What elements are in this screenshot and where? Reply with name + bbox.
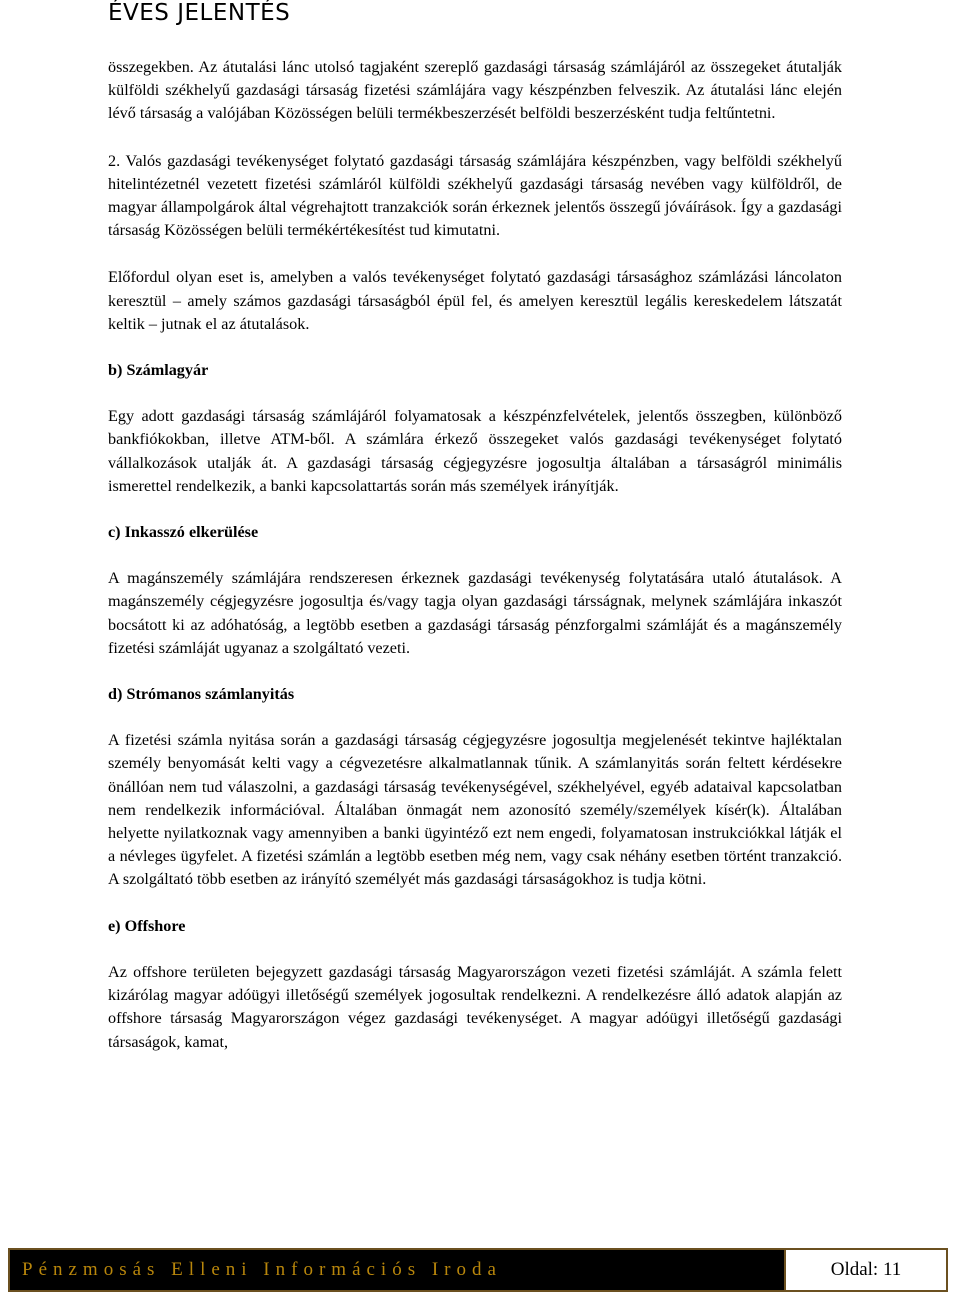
paragraph-section-c: A magánszemély számlájára rendszeresen érkeznek gazdasági tevékenység folytatására utaló átutalások. A magánszemély cégjegyzésre jogosultja és/vagy tagja olyan gazdasági társságnak, melynek számlájára inkaszót bocsátott ki az adóhatóság, a legtöbb esetben a gazdasági társaság pénzforgalmi számláját és a magánszemély fizetési számláját ugyanaz a szolgáltató vezeti. [108,569,842,657]
document-body [108,56,842,1054]
paragraph-continuation: összegekben. Az átutalási lánc utolsó tagjaként szereplő gazdasági társaság számlájáról az összegeket átutalják külföldi székhelyű gazdasági társaság fizetési számlájára vagy készpénzben felveszik. Az átutalási lánc elején lévő társaság a valójában Közösségen belüli termékbeszerzését belföldi beszerzésként tudja feltűntetni. [108,58,842,123]
paragraph-section-e: Az offshore területen bejegyzett gazdasági társaság Magyarországon vezeti fizetési számláját. A számla felett kizárólag magyar adóügyi illetőségű személyek jogosultak rendelkezni. A rendelkezésre álló adatok alapján az offshore társaság Magyarországon végez gazdasági tevékenységet. A magyar adóügyi illetőségű gazdasági társaságok, kamat, [108,962,842,1051]
section-heading-d: d) Strómanos számlanyitás [108,685,295,704]
page-footer [8,1248,948,1292]
paragraph-point-2: 2. Valós gazdasági tevékenységet folytató gazdasági társaság számlájára készpénzben, vagy belföldi székhelyű hitelintézetnél vezetett fizetési számláról külföldi székhelyű gazdasági társaság nevében vagy külföldről, de magyar állampolgárok által végrehajtott tranzakciók során érkeznek jelentős összegű jóváírások. Így a gazdasági társaság Közösségen belüli termékértékesítést tud kimutatni. [108,151,842,240]
paragraph-section-d: A fizetési számla nyitása során a gazdasági társaság cégjegyzésre jogosultja megjelenését tekintve hajléktalan személy benyomását kelti vagy a cégvezetésre alkalmatlannak tűnik. A számlanyitás során feltett kérdésekre önállóan nem tud válaszolni, a gazdasági társaság tevékenységével, székhelyével, egyéb adataival kapcsolatban nem rendelkezik információval. Általában önmagát nem azonosító személy/személyek kísér(k). Általában helyette nyilatkoznak vagy amennyiben a banki ügyintéző ezt nem engedi, folyamatosan instrukciókkal látják el a névleges ügyfelet. A fizetési számlán a legtöbb esetben még nem, vagy csak néhány esetben történt tranzakció. A szolgáltató több esetben az irányító személyét más gazdasági társaságokhoz is tudja kötni. [108,731,842,889]
section-heading-b: b) Számlagyár [108,361,209,380]
section-heading-e: e) Offshore [108,916,186,935]
footer-page-number: Oldal: 11 [784,1250,946,1290]
paragraph-section-b: Egy adott gazdasági társaság számlájáról folyamatosak a készpénzfelvételek, jelentős összegben, különböző bankfiókokban, illetve ATM-ből. A számlára érkező összegeket valós gazdasági tevékenységet folytató vállalkozások utalják át. A gazdasági társaság cégjegyzésre jogosultja általában a társaságról minimális ismerettel rendelkezik, a banki kapcsolattartás során más személyek irányítják. [108,407,842,495]
section-heading-c: c) Inkasszó elkerülése [108,523,259,542]
paragraph-layering: Előfordul olyan eset is, amelyben a valós tevékenységet folytató gazdasági társasághoz számlázási láncolaton keresztül – amely számos gazdasági társaságból épül fel, és amelyen keresztül legális kereskedelem látszatát keltik – jutnak el az átutalások. [108,268,842,333]
page-header-title: ÉVES JELENTÉS [108,0,291,26]
footer-organization: Pénzmosás Elleni Információs Iroda [10,1250,784,1290]
